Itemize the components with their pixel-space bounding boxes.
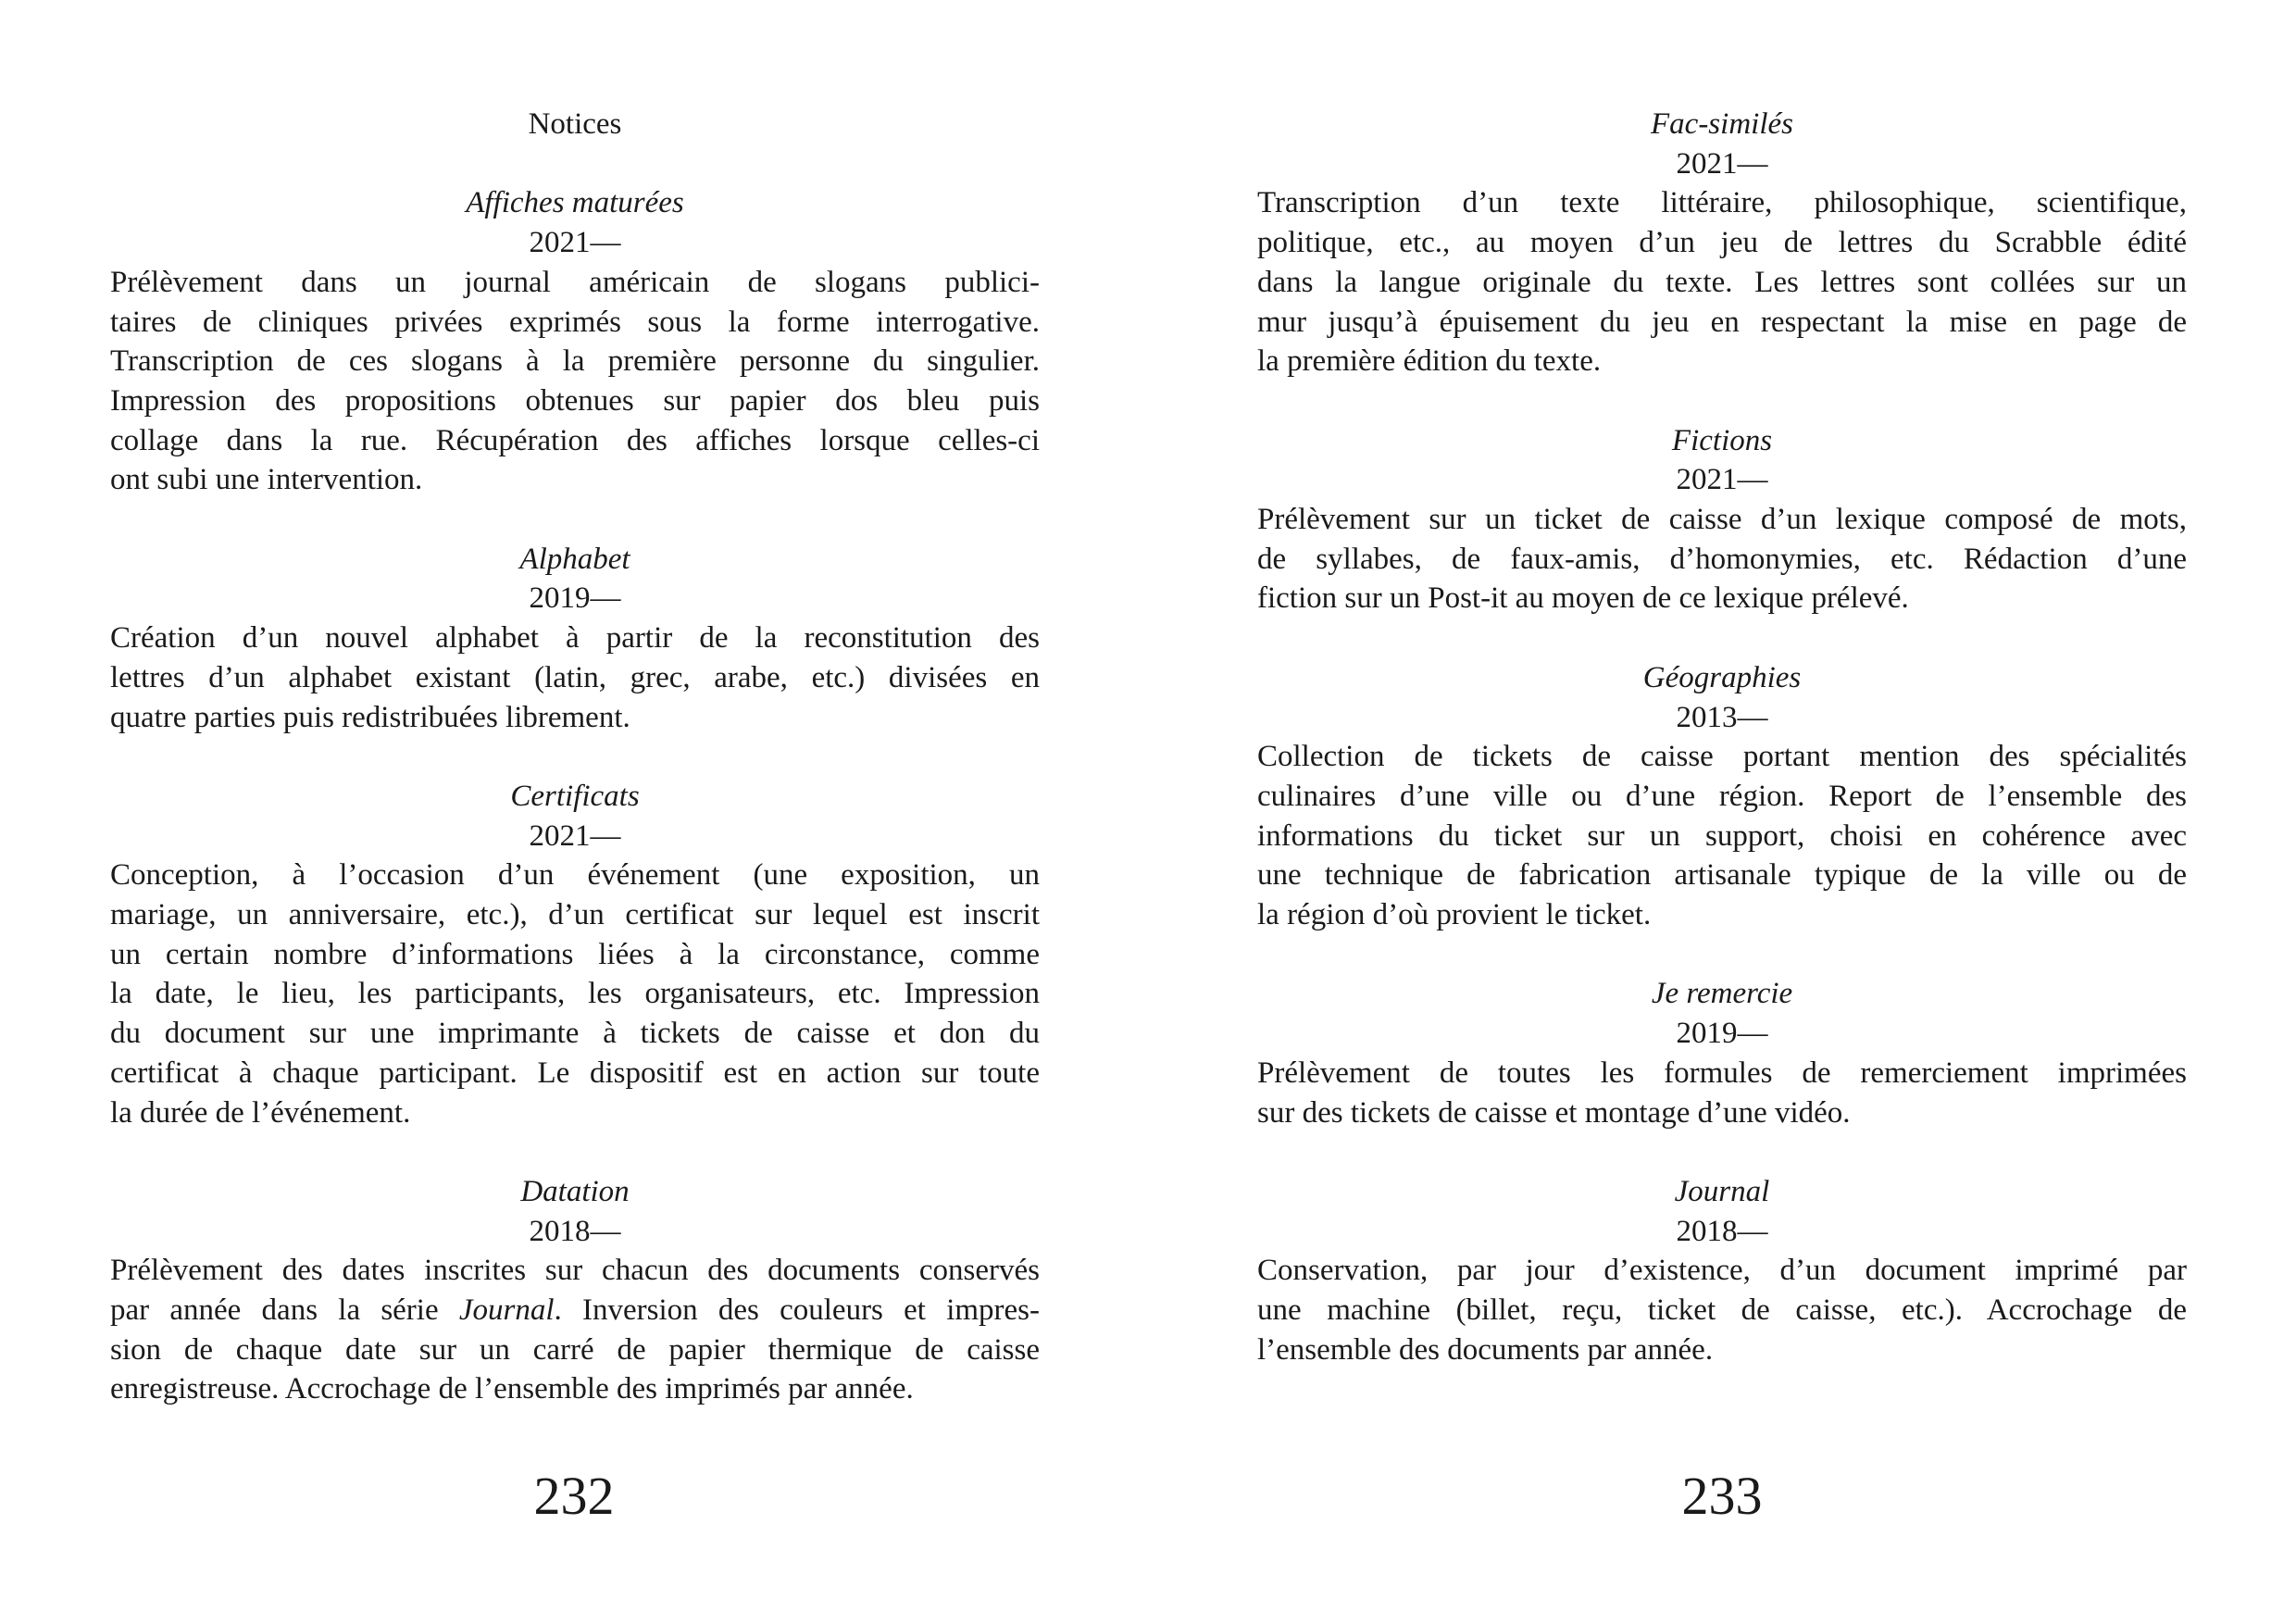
entry-title: Je remercie [1651, 977, 1793, 1011]
notice-entry [1257, 1172, 2187, 1370]
entry-year: 2019— [529, 581, 621, 616]
right-page-column [1257, 105, 2187, 1409]
entry-year: 2019— [1676, 1017, 1768, 1051]
body-line: l’ensemble des documents par année. [1257, 1332, 1714, 1367]
entry-year: 2021— [529, 818, 621, 853]
notice-entry [1257, 658, 2187, 935]
notice-entry [1257, 105, 2187, 381]
body-line: sur des tickets de caisse et montage d’une vidéo. [1257, 1095, 1851, 1130]
italic-title: Journal [458, 1293, 555, 1328]
entry-title: Affiches maturées [466, 186, 684, 220]
entry-list [110, 183, 1040, 1409]
body-line: taires de cliniques privées exprimés sous la forme interrogative. [110, 305, 1040, 339]
entry-title: Datation [520, 1174, 630, 1208]
body-line: la durée de l’événement. [110, 1095, 411, 1130]
body-line: Création d’un nouvel alphabet à partir de la reconstitution des [110, 621, 1040, 656]
body-line: la première édition du texte. [1257, 344, 1602, 379]
body-line: la date, le lieu, les participants, les organisateurs, etc. Impression [110, 977, 1040, 1011]
section-heading: Notices [528, 107, 622, 141]
body-line: quatre parties puis redistribuées librement. [110, 700, 630, 734]
notice-entry [110, 540, 1040, 738]
body-line: enregistreuse. Accrochage de l’ensemble des imprimés par année. [110, 1372, 914, 1406]
notice-entry [1257, 974, 2187, 1132]
entry-title: Journal [1674, 1174, 1770, 1208]
body-line: du document sur une imprimante à tickets de caisse et don du [110, 1017, 1040, 1051]
body-line: mur jusqu’à épuisement du jeu en respectant la mise en page de [1257, 305, 2187, 339]
body-line [110, 1291, 1040, 1330]
text-segment: . Inversion des couleurs et impres- [554, 1293, 1040, 1328]
page-number: 233 [1681, 1466, 1763, 1526]
body-line: Prélèvement de toutes les formules de remerciement imprimées [1257, 1056, 2187, 1090]
entry-year: 2021— [1676, 463, 1768, 497]
body-line: mariage, un anniversaire, etc.), d’un certificat sur lequel est inscrit [110, 898, 1040, 932]
body-line: lettres d’un alphabet existant (latin, grec, arabe, etc.) divisées en [110, 660, 1040, 694]
body-line: certificat à chaque participant. Le dispositif est en action sur toute [110, 1056, 1040, 1090]
notice-entry [1257, 421, 2187, 619]
entry-title: Fac-similés [1651, 107, 1793, 141]
page-number: 232 [533, 1466, 615, 1526]
body-line: sion de chaque date sur un carré de papier thermique de caisse [110, 1332, 1040, 1367]
notice-entry [110, 777, 1040, 1132]
body-line: Prélèvement sur un ticket de caisse d’un lexique composé de mots, [1257, 503, 2187, 537]
entry-title: Alphabet [519, 542, 630, 576]
body-line: Collection de tickets de caisse portant mention des spécialités [1257, 740, 2187, 774]
body-line: dans la langue originale du texte. Les lettres sont collées sur un [1257, 265, 2187, 299]
entry-year: 2018— [529, 1214, 621, 1248]
entry-title: Fictions [1671, 423, 1773, 457]
body-line: politique, etc., au moyen d’un jeu de lettres du Scrabble édité [1257, 226, 2187, 260]
body-line: une technique de fabrication artisanale typique de la ville ou de [1257, 858, 2187, 893]
entry-title: Certificats [510, 779, 640, 813]
body-line: Conception, à l’occasion d’un événement (une exposition, un [110, 858, 1040, 893]
body-line: collage dans la rue. Récupération des affiches lorsque celles-ci [110, 423, 1040, 457]
body-line: Conservation, par jour d’existence, d’un document imprimé par [1257, 1254, 2187, 1288]
entry-title: Géographies [1642, 660, 1802, 694]
body-line: Transcription de ces slogans à la première personne du singulier. [110, 344, 1040, 379]
left-page-column [110, 105, 1040, 1449]
entry-year: 2018— [1676, 1214, 1768, 1248]
entry-year: 2013— [1676, 700, 1768, 734]
body-line: culinaires d’une ville ou d’une région. Report de l’ensemble des [1257, 779, 2187, 813]
notice-entry [110, 183, 1040, 500]
body-line: fiction sur un Post-it au moyen de ce lexique prélevé. [1257, 581, 1909, 616]
body-line: Prélèvement dans un journal américain de slogans publici- [110, 265, 1040, 299]
notice-entry [110, 1172, 1040, 1409]
body-line: Prélèvement des dates inscrites sur chacun des documents conservés [110, 1254, 1040, 1288]
body-line: Impression des propositions obtenues sur papier dos bleu puis [110, 383, 1040, 418]
body-line: informations du ticket sur un support, choisi en cohérence avec [1257, 818, 2187, 853]
text-segment: par année dans la série [110, 1293, 459, 1328]
body-line: ont subi une intervention. [110, 463, 423, 497]
entry-year: 2021— [1676, 146, 1768, 181]
body-line: la région d’où provient le ticket. [1257, 898, 1652, 932]
body-line: Transcription d’un texte littéraire, philosophique, scientifique, [1257, 186, 2187, 220]
spacer [110, 144, 1040, 184]
entry-list [1257, 105, 2187, 1369]
body-line: un certain nombre d’informations liées à la circonstance, comme [110, 937, 1040, 971]
body-line: une machine (billet, reçu, ticket de caisse, etc.). Accrochage de [1257, 1293, 2187, 1328]
entry-year: 2021— [529, 226, 621, 260]
body-line: de syllabes, de faux-amis, d’homonymies, etc. Rédaction d’une [1257, 542, 2187, 576]
